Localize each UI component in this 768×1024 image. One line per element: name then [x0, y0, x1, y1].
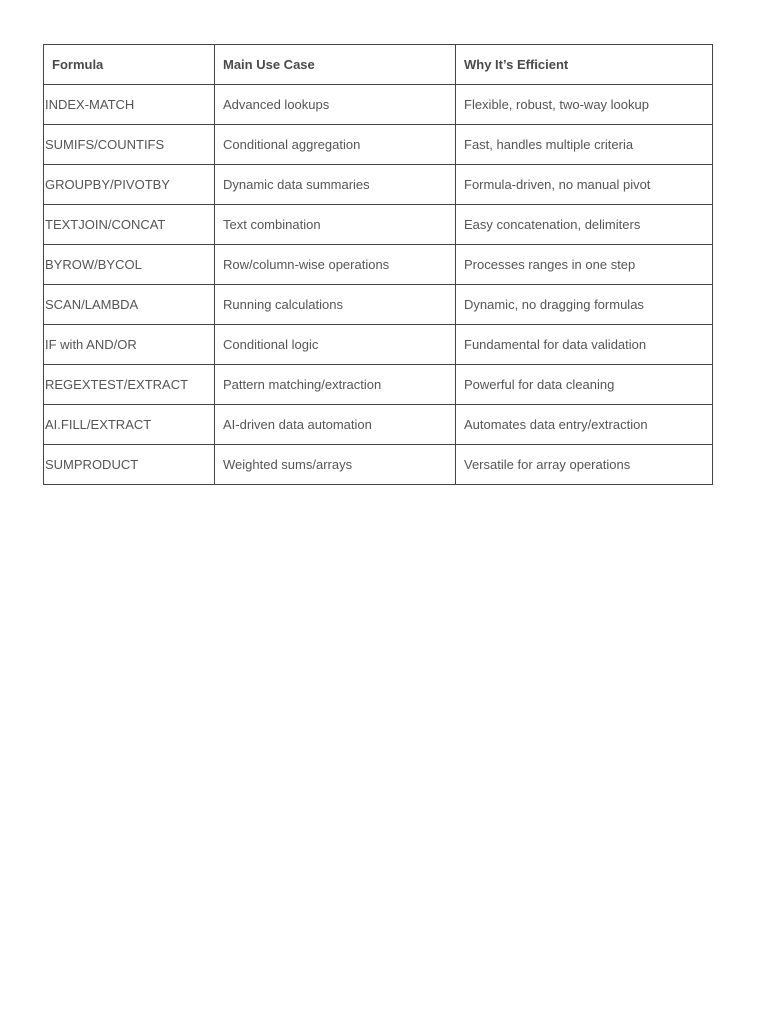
formula-cell: BYROW/BYCOL: [44, 245, 215, 285]
use-case-cell: Conditional aggregation: [215, 125, 456, 165]
table-row: [44, 205, 713, 245]
use-case-cell: Row/column-wise operations: [215, 245, 456, 285]
efficiency-cell: Processes ranges in one step: [456, 245, 713, 285]
table-row: [44, 285, 713, 325]
use-case-cell: Dynamic data summaries: [215, 165, 456, 205]
efficiency-cell: Fast, handles multiple criteria: [456, 125, 713, 165]
formula-cell: TEXTJOIN/CONCAT: [44, 205, 215, 245]
header-why-efficient: Why It’s Efficient: [456, 45, 713, 85]
use-case-cell: Text combination: [215, 205, 456, 245]
formula-table: [43, 44, 713, 485]
table-row: [44, 365, 713, 405]
use-case-cell: Weighted sums/arrays: [215, 445, 456, 485]
formula-cell: SUMIFS/COUNTIFS: [44, 125, 215, 165]
use-case-cell: Advanced lookups: [215, 85, 456, 125]
formula-cell: REGEXTEST/EXTRACT: [44, 365, 215, 405]
use-case-cell: AI-driven data automation: [215, 405, 456, 445]
efficiency-cell: Flexible, robust, two-way lookup: [456, 85, 713, 125]
use-case-cell: Running calculations: [215, 285, 456, 325]
efficiency-cell: Formula-driven, no manual pivot: [456, 165, 713, 205]
table-row: [44, 165, 713, 205]
formula-cell: INDEX-MATCH: [44, 85, 215, 125]
efficiency-cell: Versatile for array operations: [456, 445, 713, 485]
table-row: [44, 405, 713, 445]
use-case-cell: Pattern matching/extraction: [215, 365, 456, 405]
formula-cell: GROUPBY/PIVOTBY: [44, 165, 215, 205]
formula-cell: AI.FILL/EXTRACT: [44, 405, 215, 445]
efficiency-cell: Easy concatenation, delimiters: [456, 205, 713, 245]
header-formula: Formula: [44, 45, 215, 85]
formula-cell: IF with AND/OR: [44, 325, 215, 365]
use-case-cell: Conditional logic: [215, 325, 456, 365]
table-header-row: [44, 45, 713, 85]
table-row: [44, 245, 713, 285]
table-row: [44, 445, 713, 485]
table-row: [44, 325, 713, 365]
table-row: [44, 125, 713, 165]
header-main-use-case: Main Use Case: [215, 45, 456, 85]
table-row: [44, 85, 713, 125]
formula-cell: SUMPRODUCT: [44, 445, 215, 485]
efficiency-cell: Fundamental for data validation: [456, 325, 713, 365]
formula-cell: SCAN/LAMBDA: [44, 285, 215, 325]
efficiency-cell: Powerful for data cleaning: [456, 365, 713, 405]
efficiency-cell: Dynamic, no dragging formulas: [456, 285, 713, 325]
efficiency-cell: Automates data entry/extraction: [456, 405, 713, 445]
